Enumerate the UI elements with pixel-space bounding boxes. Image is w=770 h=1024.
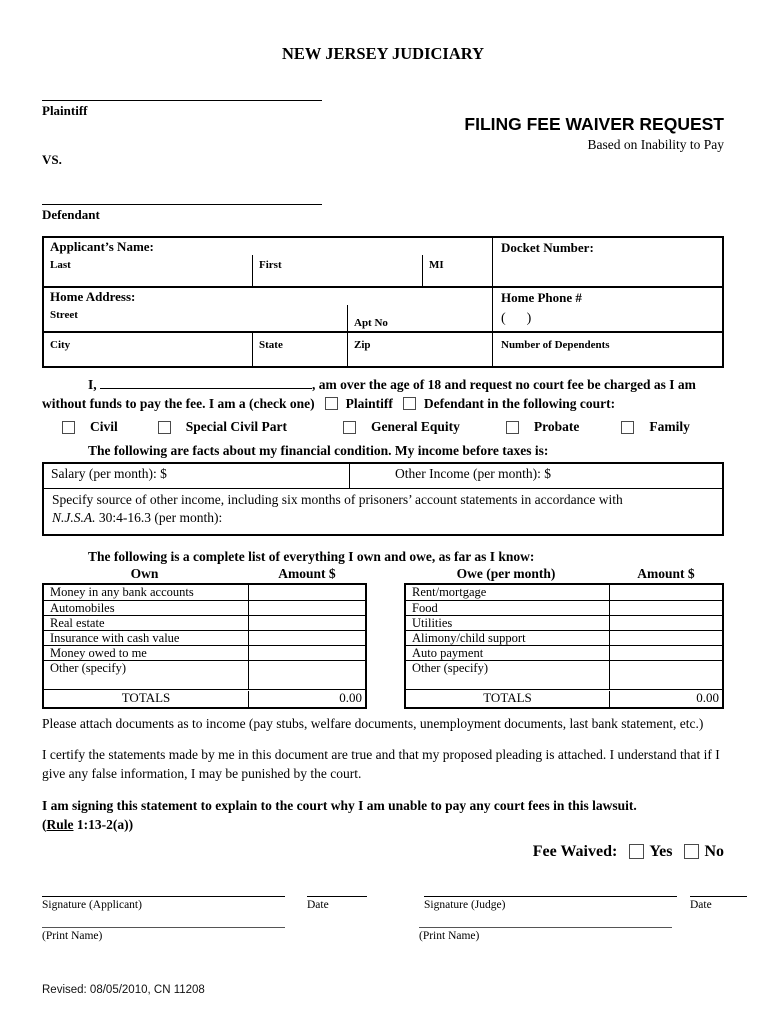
own-table-column [42,566,367,709]
own-totals-value: 0.00 [339,690,362,705]
own-row-other: Other (specify) [44,660,365,689]
applicant-signature-line[interactable] [42,896,285,897]
assets-tables [42,566,724,709]
owe-totals-label: TOTALS [406,691,610,707]
last-name-field[interactable] [44,255,252,286]
form-title-block [464,114,724,153]
owe-row-auto: Auto payment [406,645,722,660]
zip-field[interactable] [347,333,492,366]
fee-waived-section [42,843,724,861]
judge-print-name-block [419,927,672,942]
salary-field[interactable] [44,464,350,488]
last-name-label: Last [50,259,71,271]
own-amount-header: Amount $ [278,566,336,581]
defendant-name-line[interactable] [42,204,322,205]
own-moneyowed-amount-cell[interactable] [249,646,365,660]
family-label: Family [649,419,690,434]
judge-signature-line[interactable] [424,896,677,897]
fee-waived-label: Fee Waived: [532,842,618,860]
plaintiff-checkbox[interactable] [325,397,338,410]
certification-paragraph: I certify the statements made by me in this document are true and that my proposed pleading is attached. I understand that if I give any false information, I may be punished by the court. [42,746,720,781]
other-income-field[interactable] [350,464,722,488]
applicant-name-cells [44,238,492,286]
first-name-label: First [259,259,282,271]
signature-section [42,896,747,942]
own-row-bank: Money in any bank accounts [44,585,365,600]
fee-waived-yes-label: Yes [649,842,673,860]
court-title: NEW JERSEY JUDICIARY [281,44,485,63]
judge-signature-label: Signature (Judge) [424,898,506,911]
owe-amount-header: Amount $ [637,566,695,581]
applicant-print-name-line[interactable] [42,927,285,928]
own-row-autos: Automobiles [44,600,365,615]
city-field[interactable] [44,333,252,366]
probate-checkbox[interactable] [506,421,519,434]
home-address-row [44,286,722,331]
phone-area-code: ( ) [501,311,532,326]
declaration-paragraph [42,375,724,413]
judge-signature-block [424,896,677,911]
zip-label: Zip [354,339,371,351]
docket-number-field[interactable] [492,238,722,286]
judge-date-label: Date [690,898,712,911]
applicant-info-table [42,236,724,368]
home-phone-label: Home Phone # [501,290,582,305]
owe-row-alimony: Alimony/child support [406,630,722,645]
owe-food-amount-cell[interactable] [610,601,722,615]
owe-alimony-amount-cell[interactable] [610,631,722,645]
own-header: Own [130,566,159,581]
apt-no-field[interactable] [347,305,492,331]
owe-row-rent: Rent/mortgage [406,585,722,600]
attach-documents-note: Please attach documents as to income (pay stubs, welfare documents, unemployment documents, last bank statement, etc.) [42,716,704,731]
court-option-probate [506,419,580,435]
declaration-line2: without funds to pay the fee. I am a (check one) [42,396,315,411]
own-row-realestate: Real estate [44,615,365,630]
owe-row-food: Food [406,600,722,615]
applicant-name-row [44,238,722,286]
home-phone-field[interactable] [492,288,722,331]
applicant-signature-label: Signature (Applicant) [42,898,142,911]
owe-auto-amount-cell[interactable] [610,646,722,660]
home-address-cells [44,288,492,331]
own-table [42,583,367,709]
street-field[interactable] [44,305,347,331]
specify-source-line2: N.J.S.A. 30:4-16.3 (per month): [52,510,223,525]
fee-waived-no-label: No [704,842,724,860]
dependents-label: Number of Dependents [501,339,610,351]
street-label: Street [50,309,78,321]
judge-print-name-line[interactable] [419,927,672,928]
city-state-zip-row [44,331,722,366]
case-caption [42,100,724,223]
financial-facts-intro: The following are facts about my financial condition. My income before taxes is: [88,443,549,458]
court-option-special-civil [158,419,287,435]
dependents-field[interactable] [492,333,722,366]
city-label: City [50,339,71,351]
own-autos-amount-cell[interactable] [249,601,365,615]
owe-totals-row [406,689,722,707]
own-row-insurance: Insurance with cash value [44,630,365,645]
income-table [42,462,724,536]
applicant-print-name-block [42,927,285,942]
home-address-heading: Home Address: [50,289,136,304]
vs-label: VS. [42,152,62,167]
applicant-name-heading: Applicant’s Name: [50,239,154,254]
declaration-i-prefix: I, [88,377,97,392]
form-subtitle: Based on Inability to Pay [587,137,724,152]
applicant-name-blank[interactable] [100,377,312,389]
judge-print-name-label: (Print Name) [419,929,480,942]
civil-checkbox[interactable] [62,421,75,434]
applicant-date-block [307,896,367,911]
assets-intro: The following is a complete list of everything I own and owe, as far as I know: [88,549,535,564]
owe-header: Owe (per month) [456,566,556,581]
special-civil-checkbox[interactable] [158,421,171,434]
owe-row-utilities: Utilities [406,615,722,630]
state-field[interactable] [252,333,347,366]
rule-word: Rule [46,817,74,832]
defendant-checkbox[interactable] [403,397,416,410]
own-realestate-amount-cell[interactable] [249,616,365,630]
plaintiff-option-label: Plaintiff [345,396,393,411]
other-income-source-field[interactable] [44,488,722,534]
applicant-signature-block [42,896,285,911]
general-equity-label: General Equity [371,419,460,434]
owe-totals-value: 0.00 [696,690,719,705]
judge-date-block [690,896,747,911]
first-name-field[interactable] [252,255,422,286]
owe-row-other: Other (specify) [406,660,722,689]
civil-label: Civil [90,419,118,434]
court-option-civil [62,419,118,435]
docket-number-label: Docket Number: [501,240,594,255]
applicant-print-name-label: (Print Name) [42,929,103,942]
applicant-date-label: Date [307,898,329,911]
own-bank-amount-cell[interactable] [249,585,365,600]
family-checkbox[interactable] [621,421,634,434]
city-state-zip-cells [44,333,492,366]
plaintiff-name-line[interactable] [42,100,322,101]
rule-citation: (Rule 1:13-2(a)) [42,817,134,832]
court-type-options [42,419,724,435]
salary-label: Salary (per month): $ [51,466,167,481]
other-income-label: Other Income (per month): $ [395,466,551,481]
fee-waived-no-checkbox[interactable] [684,844,699,859]
judge-date-line[interactable] [690,896,747,897]
own-totals-label: TOTALS [44,691,249,707]
declaration-line1: , am over the age of 18 and request no court fee be charged as I am [312,377,696,392]
owe-table-column [404,566,724,709]
fee-waived-yes-checkbox[interactable] [629,844,644,859]
plaintiff-label: Plaintiff [42,103,88,118]
middle-initial-field[interactable] [422,255,492,286]
statute-citation: N.J.S.A. [52,510,96,525]
specify-source-line1: Specify source of other income, including six months of prisoners’ account statements in accordance with [52,492,623,507]
applicant-date-line[interactable] [307,896,367,897]
owe-rent-amount-cell[interactable] [610,585,722,600]
defendant-label: Defendant [42,207,100,222]
signing-statement-text: I am signing this statement to explain to the court why I am unable to pay any court fees in this lawsuit. [42,797,637,813]
apt-no-label: Apt No [354,317,388,329]
special-civil-label: Special Civil Part [185,419,288,434]
own-row-moneyowed: Money owed to me [44,645,365,660]
court-option-family [621,419,690,435]
print-name-row [42,927,747,942]
own-other-amount-cell[interactable] [249,661,365,689]
probate-label: Probate [533,419,580,434]
owe-utilities-amount-cell[interactable] [610,616,722,630]
own-totals-row [44,689,365,707]
signature-row [42,896,747,911]
general-equity-checkbox[interactable] [343,421,356,434]
owe-other-amount-cell[interactable] [610,661,722,689]
revision-footer: Revised: 08/05/2010, CN 11208 [42,984,205,996]
own-insurance-amount-cell[interactable] [249,631,365,645]
state-label: State [259,339,283,351]
owe-table [404,583,724,709]
form-title: FILING FEE WAIVER REQUEST [464,114,724,134]
court-option-general-equity [343,419,460,435]
defendant-option-label: Defendant in the following court: [423,396,616,411]
middle-initial-label: MI [429,259,444,271]
signing-statement-paragraph [42,796,724,835]
